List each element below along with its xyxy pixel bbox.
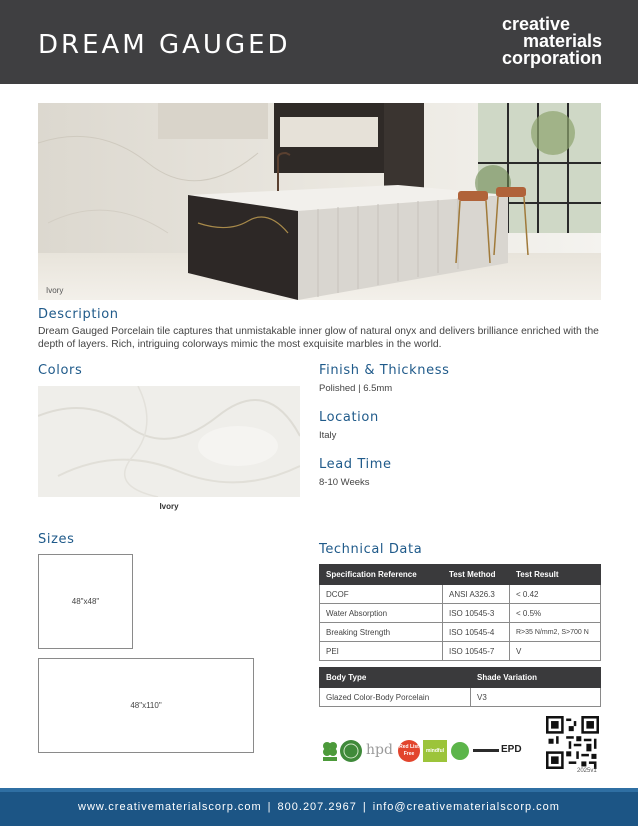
divider: |: [267, 801, 272, 813]
footer-contact: [0, 801, 638, 813]
table-cell: V3: [471, 688, 601, 707]
logo-line-3: corporation: [501, 48, 602, 68]
column-header: Test Method: [443, 565, 510, 585]
footer-phone[interactable]: 800.207.2967: [277, 801, 357, 813]
swatch-label: Ivory: [159, 502, 179, 511]
kitchen-scene-illustration: [38, 103, 601, 300]
size-label: 48"x110": [130, 701, 162, 710]
lead-time-value: 8-10 Weeks: [319, 477, 370, 488]
table-cell: DCOF: [320, 585, 443, 604]
size-label: 48"x48": [71, 597, 100, 606]
table-row: [320, 623, 601, 642]
company-logo: [502, 16, 602, 67]
table-header-row: [320, 565, 601, 585]
color-swatch-ivory: [38, 386, 300, 497]
colors-heading: Colors: [38, 363, 83, 378]
table-cell: PEI: [320, 642, 443, 661]
red-list-label: Red List Free: [399, 744, 419, 757]
epd-label: EPD: [501, 744, 522, 755]
table-cell: < 0.42: [510, 585, 601, 604]
table-cell: ISO 10545-3: [443, 604, 510, 623]
footer-email-link[interactable]: info@creativematerialscorp.com: [372, 801, 560, 813]
page-title: DREAM GAUGED: [38, 30, 291, 60]
table-cell: R>35 N/mm2, S>700 N: [510, 623, 601, 642]
column-header: Test Result: [510, 565, 601, 585]
version-label: 2025v1: [577, 768, 597, 774]
table-row: [320, 688, 601, 707]
table-cell: ANSI A326.3: [443, 585, 510, 604]
mindful-materials-icon: [423, 740, 447, 762]
technical-heading: Technical Data: [319, 542, 423, 557]
table-cell: Glazed Color-Body Porcelain: [320, 688, 471, 707]
table-row: [320, 642, 601, 661]
clover-cert-icon: [321, 740, 339, 762]
hero-caption: Ivory: [46, 286, 64, 295]
mindful-label: mindful: [425, 748, 445, 754]
column-header: Body Type: [320, 668, 471, 688]
lead-time-heading: Lead Time: [319, 457, 392, 472]
table-cell: ISO 10545-7: [443, 642, 510, 661]
size-box-48x48: [38, 554, 133, 649]
description-text: Dream Gauged Porcelain tile captures that unmistakable inner glow of natural onyx and delivers brilliance enriched with the depth of layers. Rich, intriguing colorways mimic the most exquisite marbles in the world.: [38, 326, 599, 350]
hpd-label: hpd: [366, 742, 393, 758]
footer-website-link[interactable]: www.creativematerialscorp.com: [78, 801, 262, 813]
table-row: [320, 585, 601, 604]
column-header: Specification Reference: [320, 565, 443, 585]
table-cell: < 0.5%: [510, 604, 601, 623]
table-cell: V: [510, 642, 601, 661]
finish-heading: Finish & Thickness: [319, 363, 450, 378]
hero-image: [38, 103, 601, 300]
technical-table: [319, 564, 601, 661]
description-heading: Description: [38, 307, 119, 322]
onyx-texture: [38, 386, 300, 497]
finish-value: Polished | 6.5mm: [319, 383, 393, 394]
green-seal-icon: [339, 739, 363, 763]
location-heading: Location: [319, 410, 379, 425]
sizes-heading: Sizes: [38, 532, 75, 547]
logo-line-2: materials: [522, 31, 602, 51]
table-row: [320, 604, 601, 623]
qr-code-icon[interactable]: [546, 716, 599, 769]
location-value: Italy: [319, 430, 337, 441]
leed-circle-icon: [451, 742, 469, 760]
header-bar: [0, 0, 638, 84]
column-header: Shade Variation: [471, 668, 601, 688]
footer-bar: [0, 788, 638, 826]
hpd-logo-icon: [366, 741, 394, 763]
table-header-row: [320, 668, 601, 688]
divider: |: [362, 801, 367, 813]
size-box-48x110: [38, 658, 254, 753]
red-list-free-icon: [398, 740, 420, 762]
epd-logo-icon: [473, 744, 527, 758]
table-cell: Breaking Strength: [320, 623, 443, 642]
table-cell: ISO 10545-4: [443, 623, 510, 642]
logo-line-1: creative: [501, 14, 571, 34]
table-cell: Water Absorption: [320, 604, 443, 623]
body-type-table: [319, 667, 601, 707]
